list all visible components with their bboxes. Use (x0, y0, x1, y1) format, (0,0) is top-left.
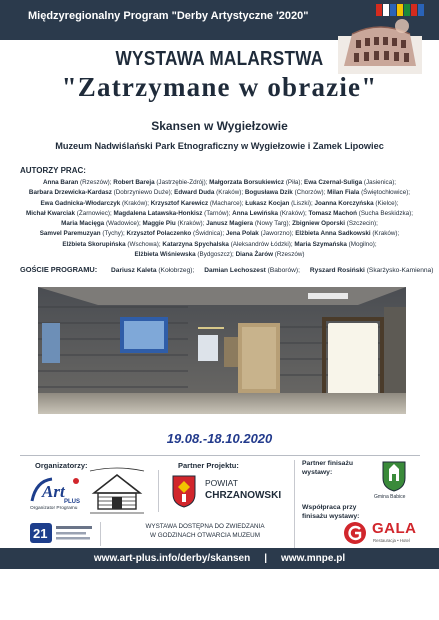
author-city: (Wschowa); (127, 240, 161, 248)
etnographic-park-logo-icon (84, 467, 150, 517)
author-line (0, 189, 439, 199)
exhibition-name-title: "Zatrzymane w obrazie" (61, 72, 378, 102)
author-city: (Piła); (285, 179, 303, 186)
author-name: Barbara Drzewicka-Kardasz (28, 189, 112, 197)
author-city: (Macharce); (209, 199, 244, 207)
exhibition-dates: 19.08.-18.10.2020 (166, 431, 273, 446)
author-name: Katarzyna Spychalska (162, 240, 229, 248)
grupa21-logo-icon (30, 522, 94, 544)
exhibition-type-title: WYSTAWA MALARSTWA (115, 48, 324, 70)
author-city: (Chorzów); (294, 189, 326, 197)
author-line (0, 210, 439, 220)
guest-name: Dariusz Kaleta (111, 267, 157, 274)
author-name: Maggie Piu (142, 220, 176, 228)
author-name: Elżbieta Wiśniewska (134, 251, 196, 259)
author-city: (Rzeszów); (80, 179, 112, 186)
organizers-label: Organizatorzy: (35, 461, 88, 470)
access-note-line-2: W GODZINACH OTWARCIA MUZEUM (150, 532, 260, 539)
art-plus-plus-word: PLUS (64, 499, 80, 505)
author-name: Samvel Paremuzyan (39, 230, 101, 238)
guest-name: Ryszard Rosiński (309, 267, 365, 274)
gala-logo-icon (343, 521, 367, 545)
footer-divider-top (20, 455, 420, 456)
author-name: Maria Macięga (61, 220, 105, 228)
guest-item (204, 267, 300, 274)
author-name: Anna Baran (42, 179, 79, 186)
author-city: (Mogilno); (348, 240, 377, 248)
author-name: Małgorzata Borsukiewicz (209, 179, 285, 186)
finisaz-partner-label: Partner finisażu wystawy: (302, 460, 353, 476)
author-name: Ewa Czernal-Suliga (304, 179, 363, 186)
author-name: Zbigniew Oporski (292, 220, 345, 228)
museum-interior-photo (38, 287, 406, 414)
author-line (0, 241, 439, 251)
author-city: (Kraków); (216, 189, 244, 197)
authors-heading: AUTORZY PRAC: (20, 166, 86, 175)
logo-separator (294, 460, 295, 552)
author-city: (Żarnowiec); (76, 209, 112, 217)
powiat-word: POWIAT (205, 478, 238, 488)
art-plus-mark-icon (30, 475, 80, 505)
art-plus-logo (30, 475, 80, 517)
author-city: (Kielce); (375, 199, 399, 207)
author-name: Krzysztof Polaczenko (126, 230, 192, 238)
art-plus-caption: Organizator Programu (30, 506, 78, 511)
grupa21-number: 21 (33, 526, 48, 541)
author-city: (Tychy); (102, 230, 125, 238)
author-line (0, 200, 439, 210)
guests-heading: GOŚCIE PROGRAMU: (20, 265, 98, 274)
authors-list (0, 179, 439, 261)
gala-subtitle: Restauracja • Hotel (373, 538, 410, 543)
partner-label: Partner Projektu: (178, 461, 239, 470)
guest-name: Damian Lechoszest (204, 267, 266, 274)
author-city: (Rzeszów) (274, 251, 305, 259)
babice-caption: Gmina Babice (374, 494, 406, 500)
exhibition-access-note (135, 522, 275, 540)
author-city: (Świętochłowice); (361, 189, 411, 197)
author-name: Michał Kwarciak (26, 209, 76, 217)
author-name: Elżbieta Skorupińska (62, 240, 126, 248)
author-line (0, 251, 439, 261)
author-name: Maria Szymańska (294, 240, 347, 248)
author-city: (Tarnów); (204, 209, 231, 217)
museum-name: Muzeum Nadwiślański Park Etnograficzny w Wygiełzowie i Zamek Lipowiec (55, 141, 384, 151)
guest-item (310, 267, 434, 274)
author-name: Magdalena Latawska-Honkisz (113, 209, 203, 217)
author-city: (Wadowice); (105, 220, 141, 228)
guest-city: (Baborów); (267, 267, 300, 274)
babice-crest-icon (381, 460, 407, 492)
powiat-crest-icon (171, 474, 197, 508)
art-plus-link[interactable]: www.art-plus.info/derby/skansen (93, 553, 251, 564)
author-name: Bogusława Dzik (244, 189, 293, 197)
author-city: (Bydgoszcz); (197, 251, 234, 259)
finisaz-support-label: Współpraca przy finisażu wystawy: (302, 504, 360, 520)
author-line (0, 179, 439, 189)
author-name: Janusz Magiera (206, 220, 254, 228)
author-line (0, 230, 439, 240)
author-name: Edward Duda (174, 189, 215, 197)
author-name: Milan Fiala (327, 189, 360, 197)
author-name: Robert Bareja (113, 179, 155, 186)
powiat-name: CHRZANOWSKI (205, 490, 282, 501)
author-city: (Jastrzębie-Zdrój); (156, 179, 208, 186)
guest-item (111, 267, 194, 274)
venue-name: Skansen w Wygiełzowie (151, 119, 288, 133)
author-city: (Świdnica); (193, 230, 225, 238)
url-separator: | (264, 553, 268, 564)
logo-separator (158, 470, 159, 512)
author-name: Łukasz Kocjan (245, 199, 290, 207)
guest-city: (Kołobrzeg); (158, 267, 195, 274)
art-plus-word: Art (42, 482, 65, 501)
mnpe-link[interactable]: www.mnpe.pl (281, 553, 346, 564)
author-city: (Sucha Beskidzka); (358, 209, 413, 217)
footer-urls (0, 553, 439, 564)
author-name: Krzysztof Karewicz (150, 199, 209, 207)
author-name: Tomasz Machoń (308, 209, 357, 217)
author-city: (Jaworzno); (260, 230, 294, 238)
logo-separator (100, 522, 101, 546)
access-note-line-1: WYSTAWA DOSTĘPNA DO ZWIEDZANIA (145, 523, 265, 530)
author-name: Diana Żarów (235, 251, 274, 259)
author-city: (Nowy Targ); (254, 220, 291, 228)
author-name: Jena Polak (225, 230, 259, 238)
author-city: (Aleksandrów Łódzki); (230, 240, 293, 248)
program-title: Międzyregionalny Program "Derby Artystyczne '2020" (28, 10, 309, 22)
gala-name: GALA (372, 520, 417, 537)
author-city: (Dobrzyniewo Duże); (113, 189, 173, 197)
author-city: (Szczecin); (346, 220, 378, 228)
author-city: (Kraków); (279, 209, 307, 217)
author-city: (Kraków); (177, 220, 205, 228)
guest-city: (Skarżysko-Kamienna) (366, 267, 434, 274)
author-city: (Liszki); (291, 199, 313, 207)
author-name: Joanna Korczyńska (314, 199, 374, 207)
footer-bar (0, 548, 439, 569)
author-city: (Kraków); (372, 230, 400, 238)
author-name: Elżbieta Anna Sadkowski (295, 230, 371, 238)
author-name: Ewa Gadnicka-Włodarczyk (40, 199, 121, 207)
author-city: (Jasienica); (363, 179, 397, 186)
guests-section (20, 265, 434, 274)
author-city: (Kraków); (122, 199, 149, 207)
author-line (0, 220, 439, 230)
author-name: Anna Lewińska (232, 209, 278, 217)
